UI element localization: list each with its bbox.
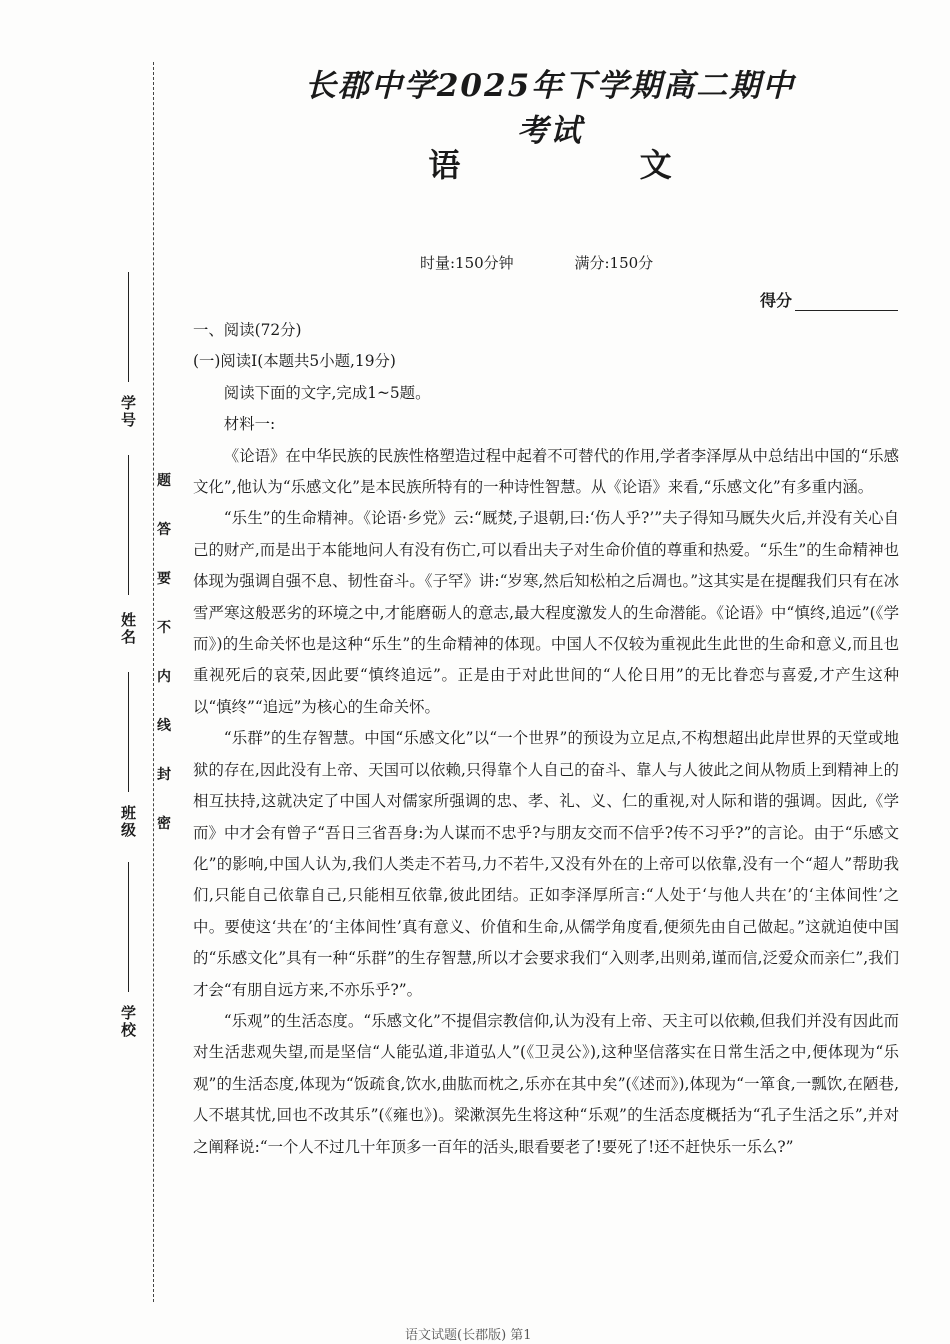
paragraph: “乐生”的生命精神。《论语·乡党》云:“厩焚,子退朝,曰:‘伤人乎?’”夫子得知马厩失火后,并没有关心自己的财产,而是出于本能地问人有没有伤亡,可以看出夫子对生命价值的尊重和热爱。“乐生”的生命精神也体现为强调自强不息、韧性奋斗。《子罕》讲:“岁寒,然后知松柏之后凋也。”这其实是在提醒我们只有在冰雪严寒这般恶劣的环境之中,才能磨砺人的意志,最大程度激发人的生命潜能。《论语》中“慎终,追远”(《学而》)的生命关怀也是这种“乐生”的生命精神的体现。中国人不仅较为重视此生此世的生命和意义,而且也重视死后的哀荣,因此要“慎终追远”。正是由于对此世间的“人伦日用”的无比眷恋与喜爱,才产生这种以“慎终”“追远”为核心的生命关怀。 [193,509,899,716]
score-box [760,288,898,311]
binding-dashed-line [153,62,154,1302]
exam-meta [420,252,653,273]
field-class-line[interactable] [128,672,129,792]
sealing-warning: 题 答 要 不 内 线 封 密 [157,473,171,832]
reading-section [193,315,899,1163]
time-limit: 时量:150分钟 [420,254,514,272]
field-class-label: 班级 [119,805,137,839]
field-student-number-label: 学号 [119,395,137,429]
instruction: 阅读下面的文字,完成1~5题。 [223,383,431,402]
field-name-line[interactable] [128,455,129,595]
field-school-label: 学校 [119,1005,137,1039]
score-label: 得分 [760,291,793,310]
sub-title: (一)阅读Ⅰ(本题共5小题,19分) [193,352,396,371]
field-school-line[interactable] [128,862,129,992]
part-title: 一、阅读(72分) [193,321,302,339]
material-label: 材料一: [223,415,276,434]
page-footer: 语文试题(长郡版) 第1 [405,1328,532,1343]
paragraph: 《论语》在中华民族的民族性格塑造过程中起着不可替代的作用,学者李泽厚从中总结出中国的“乐感文化”,他认为“乐感文化”是本民族所特有的一种诗性智慧。从《论语》来看,“乐感文化”有多重内涵。 [193,446,899,497]
paragraph: “乐观”的生活态度。“乐感文化”不提倡宗教信仰,认为没有上帝、天主可以依赖,但我们并没有因此而对生活悲观失望,而是坚信“人能弘道,非道弘人”(《卫灵公》),这种坚信落实在日常生活之中,便体现为“乐观”的生活态度,体现为“饭疏食,饮水,曲肱而枕之,乐亦在其中矣”(《述而》),体现为“一箪食,一瓢饮,在陋巷,人不堪其忧,回也不改其乐”(《雍也》)。梁漱溟先生将这种“乐观”的生活态度概括为“孔子生活之乐”,并对之阐释说:“一个人不过几十年顶多一百年的活头,眼看要老了!要死了!还不赶快乐一乐么?” [193,1011,899,1156]
exam-title: 长郡中学2025年下学期高二期中考试 [304,68,796,149]
field-student-number-line[interactable] [128,272,129,382]
paragraph: “乐群”的生存智慧。中国“乐感文化”以“一个世界”的预设为立足点,不构想超出此岸世界的天堂或地狱的存在,因此没有上帝、天国可以依赖,只得靠个人自己的奋斗、靠人与人彼此之间从物质上到精神上的相互扶持,这就决定了中国人对儒家所强调的忠、孝、礼、义、仁的重视,对人际和谐的强调。因此,《学而》中才会有曾子“吾日三省吾身:为人谋而不忠乎?与朋友交而不信乎?传不习乎?”的言论。由于“乐感文化”的影响,中国人认为,我们人类走不若马,力不若牛,又没有外在的上帝可以依靠,没有一个“超人”帮助我们,只能自己依靠自己,只能相互依靠,彼此团结。正如李泽厚所言:“人处于‘与他人共在’的‘主体间性’之中。要使这‘共在’的‘主体间性’真有意义、价值和生命,从儒学角度看,便须先由自己做起。”这就迫使中国的“乐感文化”具有一种“乐群”的生存智慧,所以才会要求我们“入则孝,出则弟,谨而信,泛爱众而亲仁”,我们才会“有朋自远方来,不亦乐乎?”。 [193,729,899,999]
subject-title: 语 文 [428,146,728,184]
field-name-label: 姓名 [119,612,137,646]
full-score: 满分:150分 [574,254,654,272]
score-blank[interactable] [795,294,898,311]
